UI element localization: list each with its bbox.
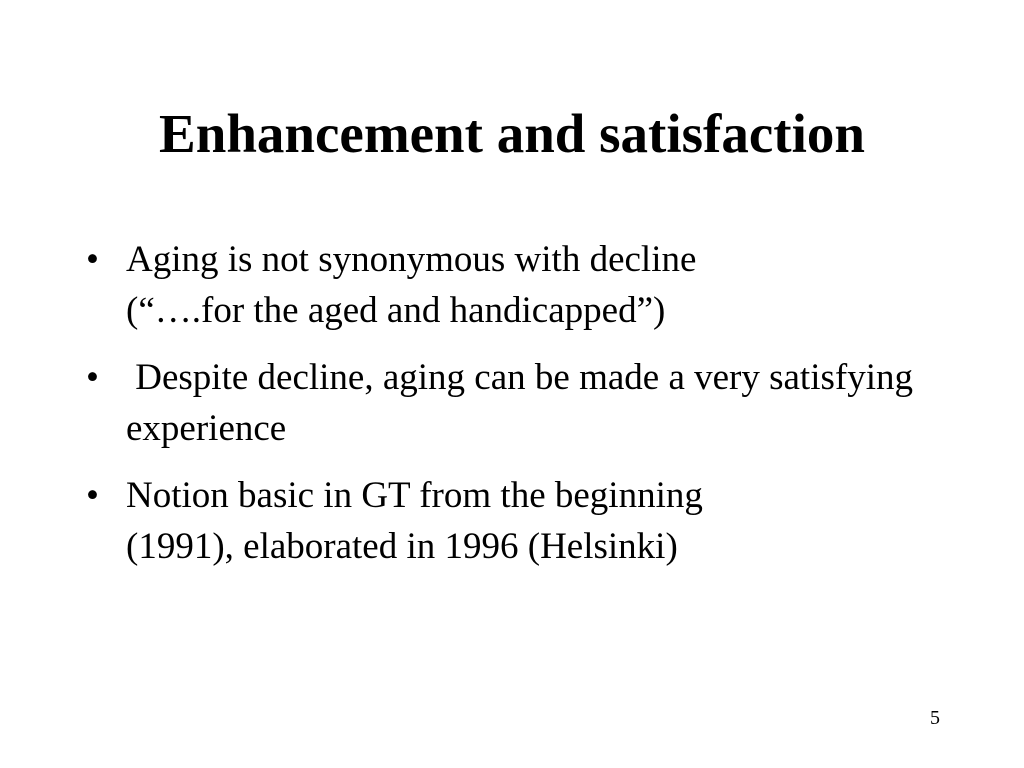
bullet-item [80, 352, 960, 454]
bullet-list [80, 234, 960, 588]
bullet-item [80, 234, 960, 336]
bullet-text: Notion basic in GT from the beginning (1991), elaborated in 1996 (Helsinki) [126, 475, 703, 567]
bullet-text: Despite decline, aging can be made a very satisfying experience [126, 357, 923, 449]
bullet-marker: • [86, 475, 99, 516]
bullet-text: Aging is not synonymous with decline (“….for the aged and handicapped”) [126, 239, 697, 331]
bullet-item [80, 470, 960, 572]
slide-title: Enhancement and satisfaction [159, 103, 865, 164]
slide-number: 5 [930, 707, 940, 729]
bullet-marker: • [86, 357, 99, 398]
bullet-marker: • [86, 239, 99, 280]
